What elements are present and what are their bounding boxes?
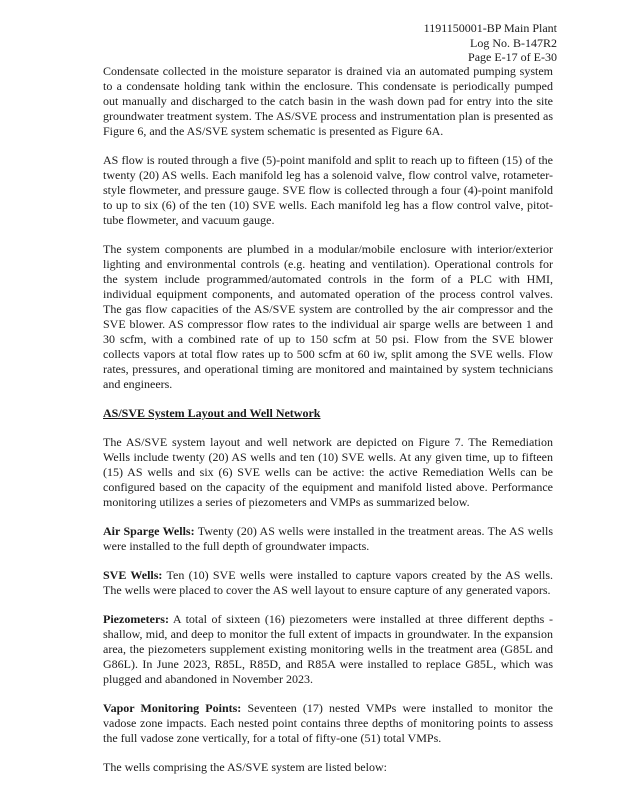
paragraph-sve-wells: [103, 568, 553, 598]
vapor-monitoring-points-label: Vapor Monitoring Points:: [103, 701, 242, 715]
paragraph-air-sparge-wells: [103, 524, 553, 554]
paragraph-wells-list-intro: The wells comprising the AS/SVE system are listed below:: [103, 760, 387, 774]
paragraph-vapor-monitoring-points: [103, 701, 553, 746]
paragraph-condensate: Condensate collected in the moisture separator is drained via an automated pumping system to a condensate holding tank within the enclosure. This condensate is periodically pumped out manually and discharged to the catch basin in the wash down pad for entry into the site groundwater treatment system. The AS/SVE process and instrumentation plan is presented as Figure 6, and the AS/SVE system schematic is presented as Figure 6A.: [103, 64, 553, 138]
piezometers-text: A total of sixteen (16) piezometers were installed at three different depths - shallow, mid, and deep to monitor the full extent of impacts in groundwater. In the expansion area, the piezometers supplement existing monitoring wells in the treatment area (G85L and G86L). In June 2023, R85L, R85D, and R85A were installed to replace G85L, which was plugged and abandoned in November 2023.: [103, 612, 553, 686]
paragraph-piezometers: [103, 612, 553, 687]
document-body: [103, 64, 553, 789]
air-sparge-wells-text: Twenty (20) AS wells were installed in the treatment areas. The AS wells were installed to the full depth of groundwater impacts.: [103, 524, 553, 553]
log-number: Log No. B-147R2: [470, 35, 557, 50]
paragraph-as-flow: AS flow is routed through a five (5)-point manifold and split to reach up to fifteen (15) of the twenty (20) AS wells. Each manifold leg has a solenoid valve, flow control valve, rotameter-style flowmeter, and pressure gauge. SVE flow is collected through a four (4)-point manifold to up to six (6) of the ten (10) SVE wells. Each manifold leg has a flow control valve, pitot-tube flowmeter, and vacuum gauge.: [103, 153, 553, 227]
paragraph-system-components: The system components are plumbed in a modular/mobile enclosure with interior/exterior lighting and environmental controls (e.g. heating and ventilation). Operational controls for the system include programmed/automated controls in the form of a PLC with HMI, individual equipment components, and automated operation of the process control valves. The gas flow capacities of the AS/SVE system are controlled by the air compressor and the SVE blower. AS compressor flow rates to the individual air sparge wells are between 1 and 30 scfm, with a combined rate of up to 150 scfm at 50 psi. Flow from the SVE blower collects vapors at total flow rates up to 500 scfm at 60 iw, split among the SVE wells. Flow rates, pressures, and operational timing are monitored and maintained by system technicians and engineers.: [103, 242, 553, 391]
page-number: Page E-17 of E-30: [468, 50, 557, 65]
project-id: 1191150001-BP Main Plant: [423, 21, 557, 35]
air-sparge-wells-label: Air Sparge Wells:: [103, 524, 195, 538]
piezometers-label: Piezometers:: [103, 612, 169, 626]
vapor-monitoring-points-text: Seventeen (17) nested VMPs were installed to monitor the vadose zone impacts. Each nested point contains three depths of monitoring points to assess the full vadose zone vertically, for a total of fifty-one (51) total VMPs.: [103, 701, 554, 745]
paragraph-layout: The AS/SVE system layout and well network are depicted on Figure 7. The Remediation Wells include twenty (20) AS wells and ten (10) SVE wells. At any given time, up to fifteen (15) AS wells and six (6) SVE wells can be active: the active Remediation Wells can be configured based on the capacity of the equipment and manifold listed above. Performance monitoring utilizes a series of piezometers and VMPs as summarized below.: [103, 435, 553, 509]
sve-wells-label: SVE Wells:: [103, 568, 163, 582]
sve-wells-text: Ten (10) SVE wells were installed to capture vapors created by the AS wells. The wells were placed to cover the AS well layout to ensure capture of any generated vapors.: [103, 568, 553, 597]
section-heading: AS/SVE System Layout and Well Network: [103, 406, 321, 420]
page-header: [424, 21, 557, 65]
